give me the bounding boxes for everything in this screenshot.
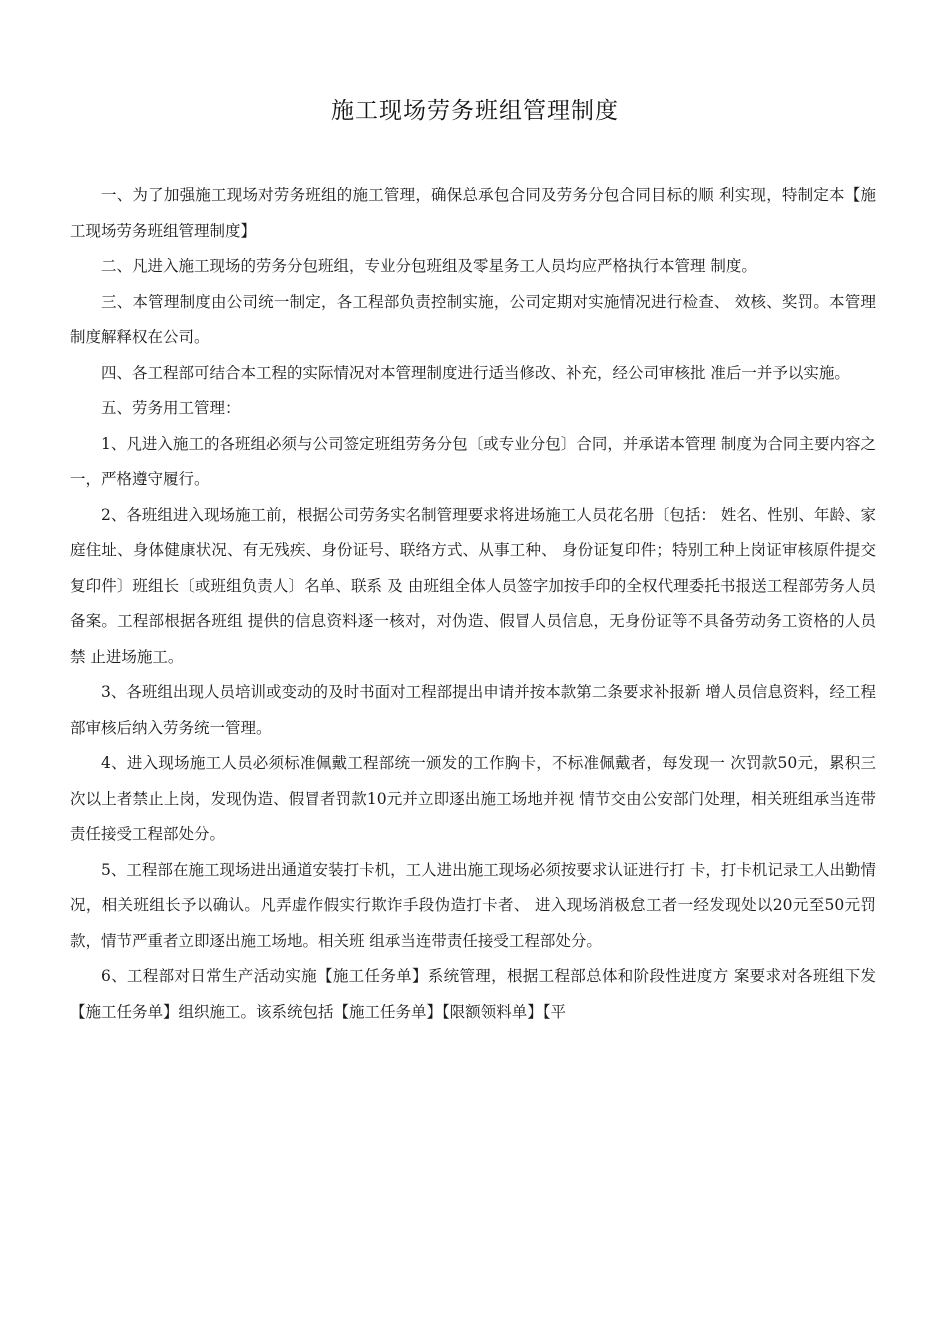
paragraph-item-4: 4、进入现场施工人员必须标准佩戴工程部统一颁发的工作胸卡，不标准佩戴者，每发现一 次罚款50元，累积三次以上者禁止上岗，发现伪造、假冒者罚款10元并立即逐出施工场地并视 情节交由公安部门处理，相关班组承当连带责任接受工程部处分。 [70, 754, 876, 843]
paragraph-item-2: 2、各班组进入现场施工前，根据公司劳务实名制管理要求将进场施工人员花名册〔包括： 姓名、性别、年龄、家庭住址、身体健康状况、有无残疾、身份证号、联络方式、从事工种、 身份证复印件；特别工种上岗证审核原件提交复印件〕班组长〔或班组负责人〕名单、联系 及 由班组全体人员签字加按手印的全权代理委托书报送工程部劳务人员备案。工程部根据各班组 提供的信息资料逐一核对，对伪造、假冒人员信息，无身份证等不具备劳动务工资格的人员禁 止进场施工。 [70, 505, 876, 666]
paragraph-scope: 二、凡进入施工现场的劳务分包班组，专业分包班组及零星务工人员均应严格执行本管理 制度。 [101, 257, 757, 275]
paragraph-item-3: 3、各班组出现人员培训或变动的及时书面对工程部提出申请并按本款第二条要求补报新 增人员信息资料，经工程部审核后纳入劳务统一管理。 [70, 683, 876, 737]
paragraph-item-6: 6、工程部对日常生产活动实施【施工任务单】系统管理，根据工程部总体和阶段性进度方 案要求对各班组下发【施工任务单】组织施工。该系统包括【施工任务单】【限额领料单】【平 [70, 967, 876, 1021]
section-heading-labor-management: 五、劳务用工管理： [101, 399, 241, 417]
paragraph-authority: 三、本管理制度由公司统一制定，各工程部负责控制实施，公司定期对实施情况进行检查、 效核、奖罚。本管理制度解释权在公司。 [70, 292, 876, 346]
paragraph-item-5: 5、工程部在施工现场进出通道安装打卡机，工人进出施工现场必须按要求认证进行打 卡，打卡机记录工人出勤情况，相关班组长予以确认。凡弄虚作假实行欺诈手段伪造打卡者、 进入现场消极怠工者一经发现处以20元至50元罚款，情节严重者立即逐出施工场地。相关班 组承当连带责任接受工程部处分。 [70, 860, 876, 950]
document-title: 施工现场劳务班组管理制度 [331, 98, 619, 124]
paragraph-purpose: 一、为了加强施工现场对劳务班组的施工管理，确保总承包合同及劳务分包合同目标的顺 利实现，特制定本【施工现场劳务班组管理制度】 [70, 186, 876, 240]
paragraph-amendment: 四、各工程部可结合本工程的实际情况对本管理制度进行适当修改、补充，经公司审核批 准后一并予以实施。 [101, 363, 850, 382]
paragraph-item-1: 1、凡进入施工的各班组必须与公司签定班组劳务分包〔或专业分包〕合同，并承诺本管理 制度为合同主要内容之一，严格遵守履行。 [70, 434, 876, 488]
document-body [70, 178, 876, 1030]
